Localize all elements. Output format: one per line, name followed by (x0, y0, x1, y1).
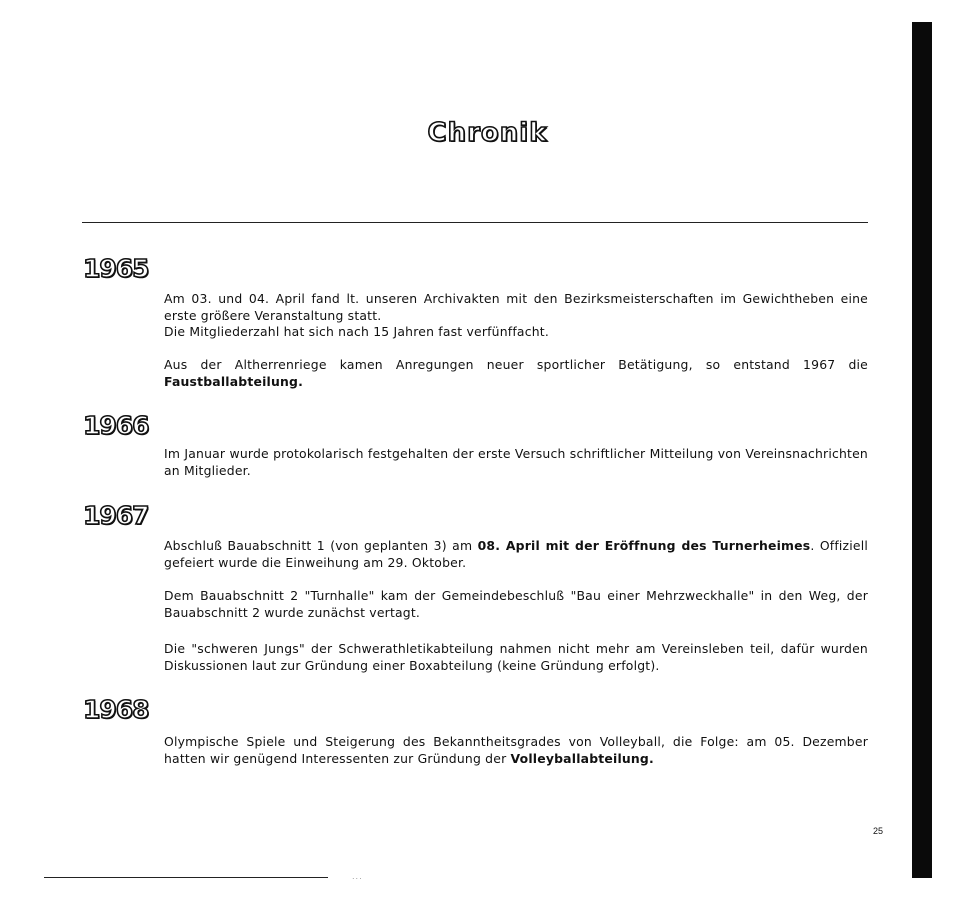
text-segment: Olympische Spiele und Steigerung des Bekanntheitsgrades von Volleyball, die Folge: am 05. Dezember hatten wir genügend Interessenten zur Gründung der (164, 734, 868, 766)
text-segment: Die "schweren Jungs" der Schwerathletikabteilung nahmen nicht mehr am Vereinsleben teil, dafür wurden Diskussionen laut zur Gründung einer Boxabteilung (keine Gründung erfolgt). (164, 641, 868, 673)
year-heading-1965: 1965 (83, 254, 149, 283)
paragraph-1967-3 (164, 641, 868, 674)
text-segment: Dem Bauabschnitt 2 "Turnhalle" kam der Gemeindebeschluß "Bau einer Mehrzweckhalle" in den Weg, der Bauabschnitt 2 wurde zunächst vertagt. (164, 588, 868, 620)
paragraph-1965-1 (164, 291, 868, 324)
paragraph-1965-3 (164, 357, 868, 390)
text-segment-bold: Faustballabteilung. (164, 373, 304, 389)
footer-rule (44, 877, 328, 878)
paragraph-1965-2 (164, 324, 868, 341)
text-segment: Abschluß Bauabschnitt 1 (von geplanten 3) am (164, 538, 478, 553)
paragraph-1968-1 (164, 734, 868, 767)
year-heading-1967: 1967 (83, 501, 149, 530)
paragraph-1967-2 (164, 588, 868, 621)
page-edge-bar (912, 22, 932, 878)
footer-dots: ... (352, 872, 363, 881)
text-segment: Am 03. und 04. April fand lt. unseren Archivakten mit den Bezirksmeisterschaften im Gewichtheben eine erste größere Veranstaltung statt. (164, 291, 868, 323)
page-number: 25 (873, 826, 884, 836)
text-segment: Im Januar wurde protokolarisch festgehalten der erste Versuch schriftlicher Mitteilung von Vereinsnachrichten an Mitglieder. (164, 446, 868, 478)
text-segment-bold: 08. April mit der Eröffnung des Turnerheimes (477, 538, 811, 553)
text-segment: Die Mitgliederzahl hat sich nach 15 Jahren fast verfünffacht. (164, 324, 549, 339)
text-segment: Aus der Altherrenriege kamen Anregungen neuer sportlicher Betätigung, so entstand 1967 die (164, 357, 868, 372)
title-divider (82, 222, 868, 223)
page-title: Chronik (427, 118, 548, 148)
text-segment: . Offiziell gefeiert wurde die Einweihung am 29. Oktober. (164, 538, 869, 570)
year-heading-1966: 1966 (83, 411, 149, 440)
text-segment-bold: Volleyballabteilung. (510, 750, 654, 766)
year-heading-1968: 1968 (83, 695, 149, 724)
paragraph-1967-1 (164, 538, 868, 571)
paragraph-1966-1 (164, 446, 868, 479)
